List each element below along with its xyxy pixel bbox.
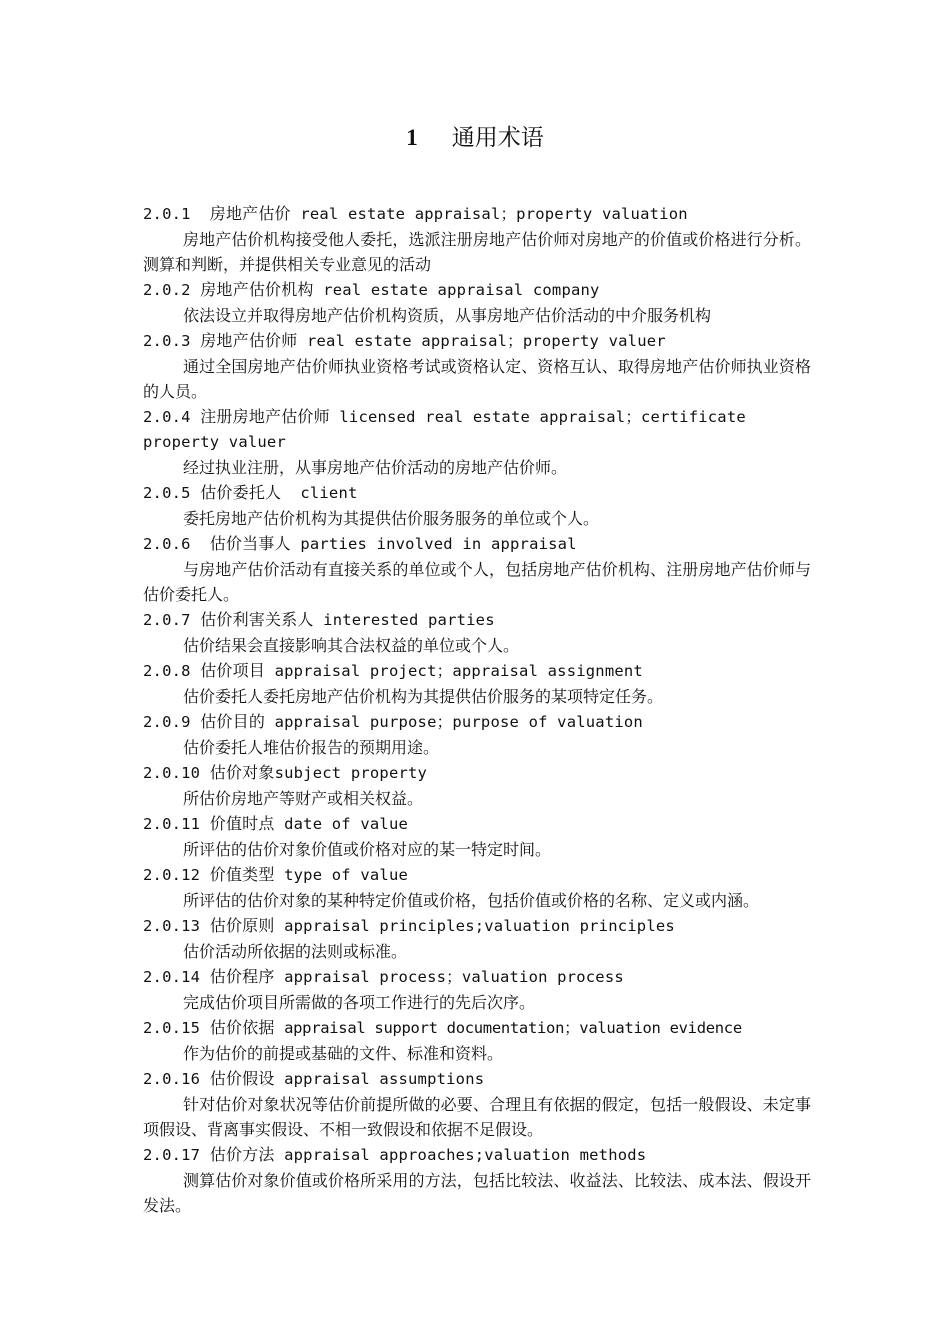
term-heading (143, 1142, 811, 1168)
term-number: 2.0.15 (143, 1019, 201, 1037)
term-number: 2.0.12 (143, 866, 201, 884)
term-heading (143, 328, 811, 354)
term-definition: 所评估的估价对象的某种特定价值或价格，包括价值或价格的名称、定义或内涵。 (183, 891, 760, 910)
term-heading (143, 607, 811, 633)
term-heading (143, 404, 811, 455)
term-english: subject property (274, 764, 428, 782)
term-number: 2.0.13 (143, 917, 201, 935)
term-english: client (300, 484, 358, 502)
term-chinese: 房地产估价 (209, 204, 291, 223)
term-english: appraisal principles;valuation principles (284, 917, 675, 935)
chapter-number: 1 (406, 125, 418, 150)
glossary-list (143, 201, 811, 1218)
term-english: appraisal approaches;valuation methods (284, 1146, 647, 1164)
term-heading (143, 658, 811, 684)
term-definition: 估价活动所依据的法则或标准。 (183, 942, 408, 961)
term-definition: 估价委托人委托房地产估价机构为其提供估价服务的某项特定任务。 (183, 687, 664, 706)
term-definition: 针对估价对象状况等估价前提所做的必要、合理且有依据的假定，包括一般假设、未定事项假设、背离事实假设、不相一致假设和依据不足假设。 (143, 1095, 811, 1139)
term-chinese: 估价当事人 (209, 534, 291, 553)
term-definition: 所估价房地产等财产或相关权益。 (183, 789, 424, 808)
term-heading (143, 811, 811, 837)
term-heading (143, 760, 811, 786)
term-number: 2.0.16 (143, 1070, 201, 1088)
term-heading (143, 531, 811, 557)
term-english: type of value (284, 866, 409, 884)
term-chinese: 估价依据 (209, 1018, 275, 1037)
term-chinese: 房地产估价师 (200, 331, 298, 350)
term-heading (143, 1015, 811, 1041)
term-chinese: 估价项目 (200, 661, 266, 680)
term-number: 2.0.1 (143, 205, 191, 223)
term-heading (143, 480, 811, 506)
term-heading (143, 201, 811, 227)
term-definition: 完成估价项目所需做的各项工作进行的先后次序。 (183, 993, 536, 1012)
term-heading (143, 862, 811, 888)
term-english: appraisal project；appraisal assignment (274, 662, 643, 680)
term-chinese: 价值时点 (209, 814, 275, 833)
term-english: appraisal process；valuation process (284, 968, 624, 986)
term-chinese: 估价程序 (209, 967, 275, 986)
term-number: 2.0.11 (143, 815, 201, 833)
term-number: 2.0.8 (143, 662, 191, 680)
term-chinese: 价值类型 (209, 865, 275, 884)
term-chinese: 估价假设 (209, 1069, 275, 1088)
term-english: real estate appraisal；property valuation (300, 205, 688, 223)
term-chinese: 估价委托人 (200, 483, 282, 502)
term-chinese: 估价利害关系人 (200, 610, 314, 629)
term-english: interested parties (323, 611, 495, 629)
term-english: real estate appraisal company (323, 281, 600, 299)
term-heading (143, 1066, 811, 1092)
term-number: 2.0.5 (143, 484, 191, 502)
term-definition: 作为估价的前提或基础的文件、标准和资料。 (183, 1044, 504, 1063)
term-number: 2.0.4 (143, 408, 191, 426)
term-number: 2.0.17 (143, 1146, 201, 1164)
term-english: appraisal assumptions (284, 1070, 485, 1088)
term-definition: 与房地产估价活动有直接关系的单位或个人，包括房地产估价机构、注册房地产估价师与估价委托人。 (143, 560, 811, 604)
term-english: licensed real estate appraisal；certificate property valuer (143, 408, 746, 451)
term-definition: 依法设立并取得房地产估价机构资质，从事房地产估价活动的中介服务机构 (183, 306, 712, 325)
term-heading (143, 709, 811, 735)
term-definition: 房地产估价机构接受他人委托，选派注册房地产估价师对房地产的价值或价格进行分析。测算和判断，并提供相关专业意见的活动 (143, 230, 811, 274)
term-heading (143, 964, 811, 990)
term-definition: 所评估的估价对象价值或价格对应的某一特定时间。 (183, 840, 552, 859)
term-definition: 经过执业注册，从事房地产估价活动的房地产估价师。 (183, 458, 568, 477)
term-definition: 测算估价对象价值或价格所采用的方法，包括比较法、收益法、比较法、成本法、假设开发法。 (143, 1171, 811, 1215)
term-definition: 估价委托人堆估价报告的预期用途。 (183, 738, 440, 757)
term-chinese: 注册房地产估价师 (200, 407, 330, 426)
term-definition: 委托房地产估价机构为其提供估价服务服务的单位或个人。 (183, 509, 600, 528)
term-number: 2.0.3 (143, 332, 191, 350)
term-heading (143, 913, 811, 939)
term-definition: 估价结果会直接影响其合法权益的单位或个人。 (183, 636, 520, 655)
term-english: parties involved in appraisal (300, 535, 577, 553)
term-chinese: 房地产估价机构 (200, 280, 314, 299)
term-number: 2.0.10 (143, 764, 201, 782)
chapter-title: 通用术语 (451, 125, 544, 151)
term-number: 2.0.6 (143, 535, 191, 553)
term-english: appraisal purpose；purpose of valuation (274, 713, 643, 731)
term-chinese: 估价目的 (200, 712, 266, 731)
term-number: 2.0.14 (143, 968, 201, 986)
term-definition: 通过全国房地产估价师执业资格考试或资格认定、资格互认、取得房地产估价师执业资格的人员。 (143, 357, 811, 401)
term-chinese: 估价方法 (209, 1145, 275, 1164)
chapter-heading (0, 122, 950, 154)
term-chinese: 估价原则 (209, 916, 275, 935)
term-english: real estate appraisal；property valuer (306, 332, 666, 350)
term-heading (143, 277, 811, 303)
term-chinese: 估价对象 (209, 763, 275, 782)
term-number: 2.0.7 (143, 611, 191, 629)
term-english: appraisal support documentation；valuation evidence (284, 1019, 742, 1037)
term-number: 2.0.2 (143, 281, 191, 299)
term-english: date of value (284, 815, 409, 833)
term-number: 2.0.9 (143, 713, 191, 731)
